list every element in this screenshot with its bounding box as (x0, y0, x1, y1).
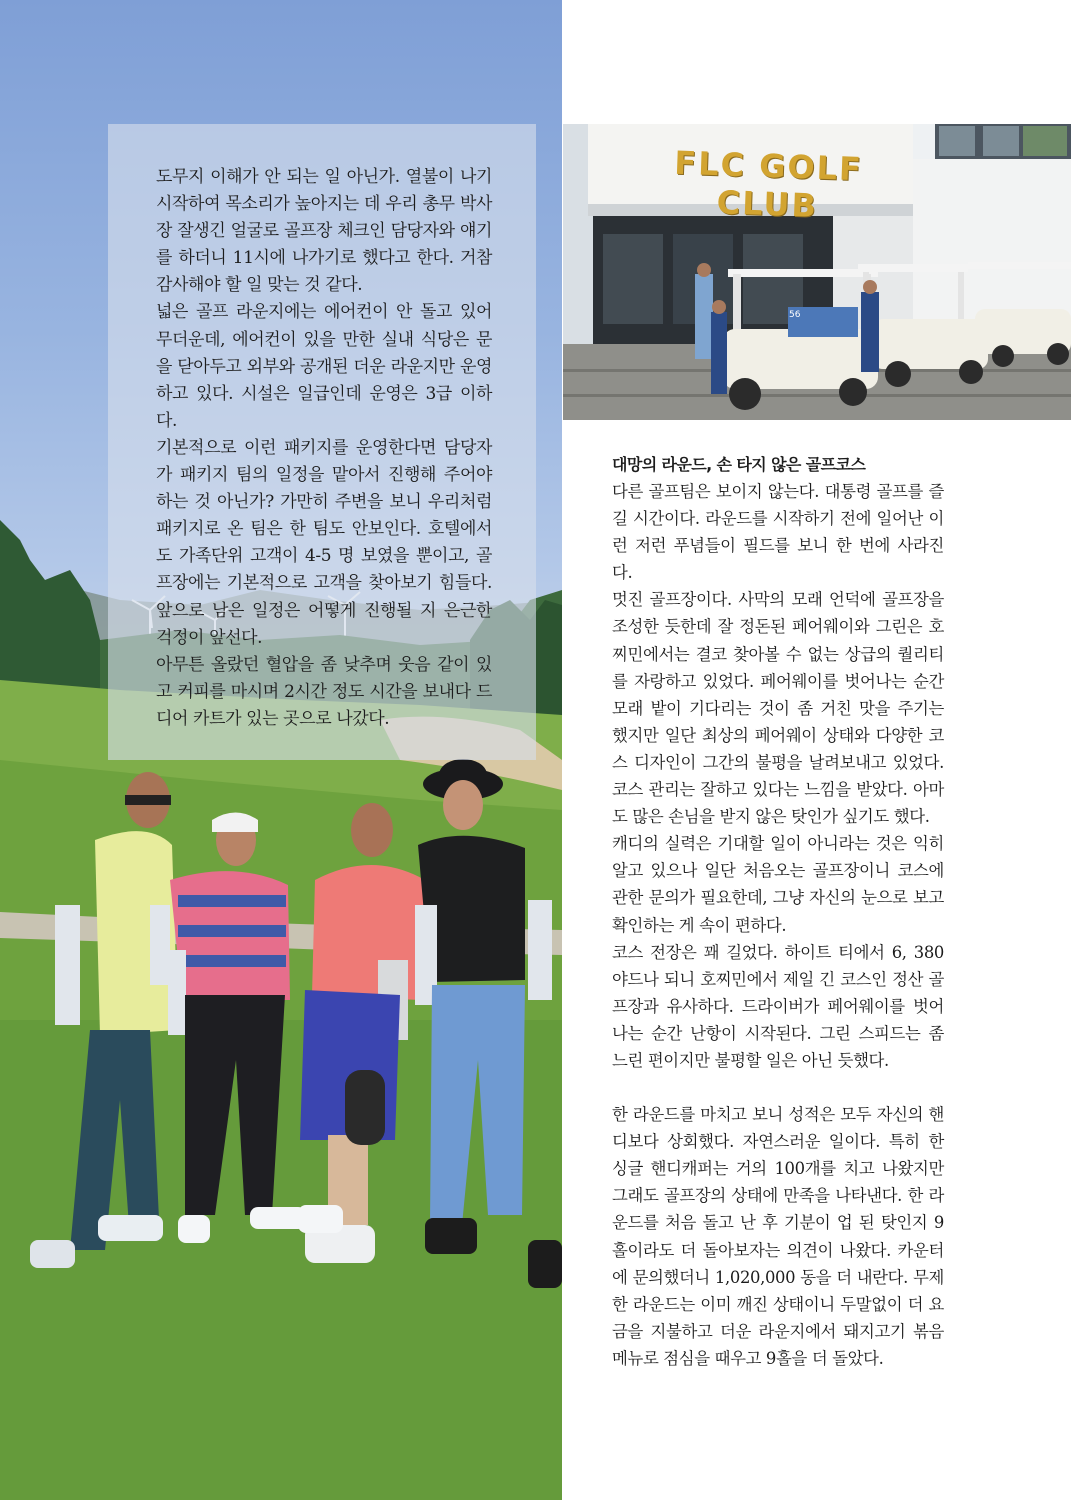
left-paragraph-3: 기본적으로 이런 패키지를 운영한다면 담당자가 패키지 팀의 일정을 맡아서 진행해 주어야 하는 것 아닌가? 가만히 주변을 보니 우리처럼 패키지로 온 팀은 한 팀도 안보인다. 호텔에서도 가족단위 고객이 4-5 명 보였을 뿐이고, 골프장에는 기본적으로 고객을 찾아보기 힘들다. 앞으로 남은 일정은 어떻게 진행될 지 은근한 걱정이 앞선다. (156, 437, 492, 648)
left-paragraph-1: 도무지 이해가 안 되는 일 아닌가. 열불이 나기 시작하여 목소리가 높아지는 데 우리 총무 박사장 잘생긴 얼굴로 골프장 체크인 담당자와 얘기를 하더니 11시에 나가기로 했다고 한다. 거참 감사해야 할 일 맞는 것 같다. (156, 167, 492, 296)
right-paragraph-2: 멋진 골프장이다. 사막의 모래 언덕에 골프장을 조성한 듯한데 잘 정돈된 페어웨이와 그린은 호찌민에서는 결코 찾아볼 수 없는 상급의 퀄리티를 자랑하고 있었다. 페어웨이를 벗어나는 순간 모래 밭이 기다리는 것이 좀 거친 맛을 주기는 했지만 일단 최상의 페어웨이 상태와 다양한 코스 디자인이 그간의 불평을 날려보내고 있었다. 코스 관리는 잘하고 있다는 느낌을 받았다. 아마도 많은 손님을 받지 않은 탓인가 싶기도 했다. (612, 590, 944, 827)
right-paragraph-5: 한 라운드를 마치고 보니 성적은 모두 자신의 핸디보다 상회했다. 자연스러운 일이다. 특히 한 싱글 핸디캐퍼는 거의 100개를 치고 나왔지만 그래도 골프장의 상태에 만족을 나타낸다. 한 라운드를 처음 돌고 난 후 기분이 업 된 탓인지 9홀이라도 더 돌아보자는 의견이 나왔다. 카운터에 문의했더니 1,020,000 동을 더 내란다. 무제한 라운드는 이미 깨진 상태이니 두말없이 더 요금을 지불하고 더운 라운지에서 돼지고기 볶음 메뉴로 점심을 때우고 9홀을 더 돌았다. (612, 1105, 944, 1368)
section-heading: 대망의 라운드, 손 타지 않은 골프코스 (612, 455, 866, 474)
left-paragraph-4: 아무튼 올랐던 혈압을 좀 낮추며 웃음 같이 있고 커피를 마시며 2시간 정도 시간을 보내다 드디어 카트가 있는 곳으로 나갔다. (156, 654, 492, 729)
right-paragraph-4: 코스 전장은 꽤 길었다. 하이트 티에서 6, 380 야드나 되니 호찌민에서 제일 긴 코스인 정산 골프장과 유사하다. 드라이버가 페어웨이를 벗어나는 순간 난항이 시작된다. 그린 스피드는 좀 느린 편이지만 불평할 일은 아닌 듯했다. (612, 942, 944, 1070)
right-paragraph-1: 다른 골프팀은 보이지 않는다. 대통령 골프를 즐길 시간이다. 라운드를 시작하기 전에 일어난 이런 저런 푸념들이 필드를 보니 한 번에 사라진다. (612, 482, 944, 583)
club-sign: FLC GOLF CLUB (673, 143, 864, 225)
flc-golf-club-photo (563, 124, 1071, 420)
paragraph-gap (612, 1074, 944, 1101)
right-article-body (612, 451, 944, 1372)
right-paragraph-3: 캐디의 실력은 기대할 일이 아니라는 것은 익히 알고 있으나 일단 처음오는 골프장이니 코스에 관한 문의가 필요한데, 그냥 자신의 눈으로 보고 확인하는 게 속이 편하다. (612, 834, 944, 935)
left-article-body (156, 164, 492, 733)
cart-number-label: 56 (789, 310, 801, 320)
left-paragraph-2: 넓은 골프 라운지에는 에어컨이 안 돌고 있어 무더운데, 에어컨이 있을 만한 실내 식당은 문을 닫아두고 외부와 공개된 더운 라운지만 운영하고 있다. 시설은 일급인데 운영은 3급 이하다. (156, 302, 492, 431)
